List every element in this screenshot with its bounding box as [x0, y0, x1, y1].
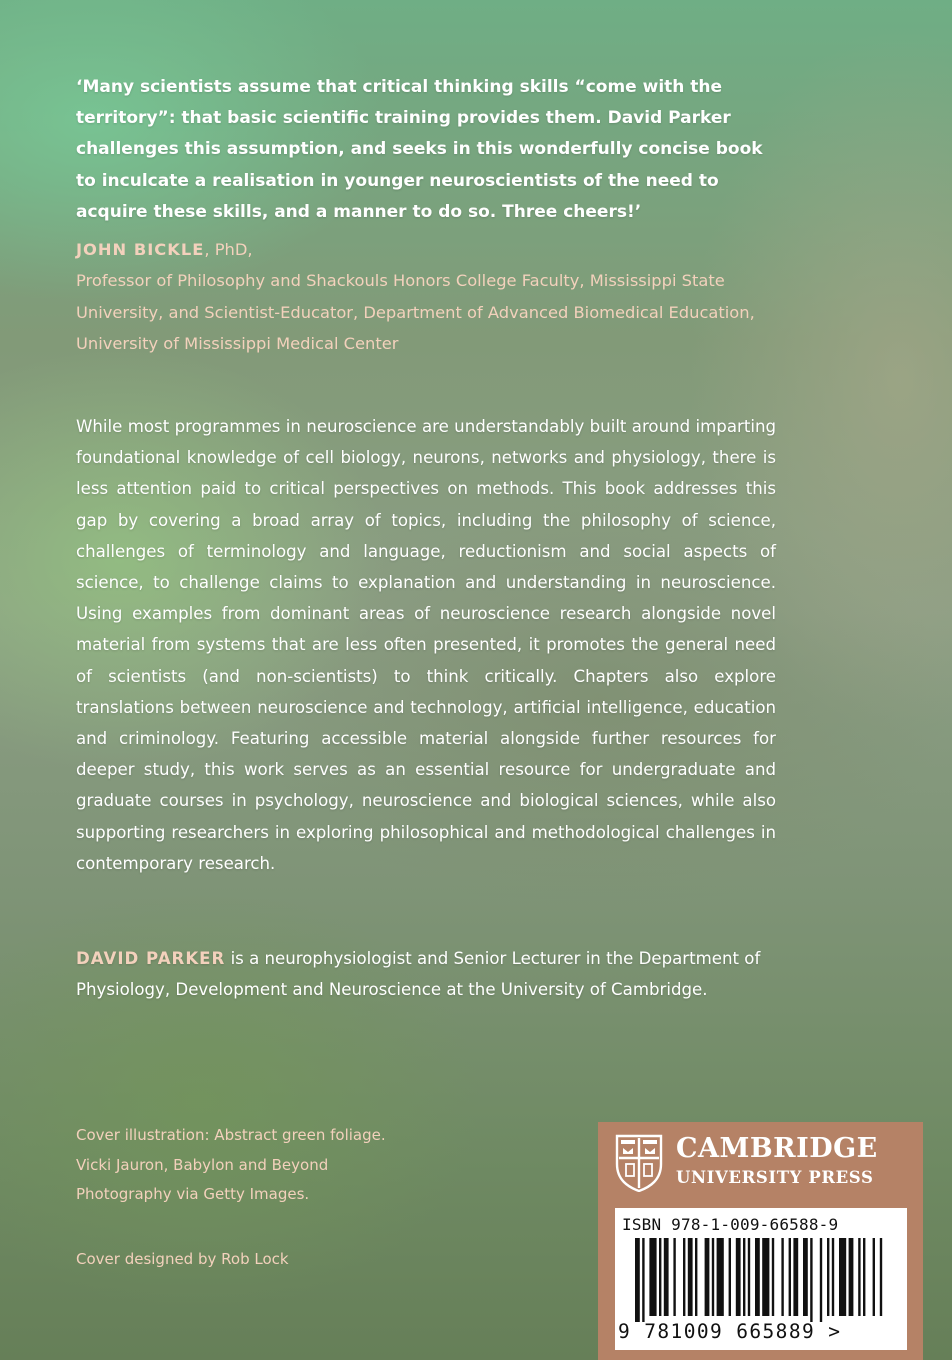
publisher-name: CAMBRIDGE	[676, 1133, 878, 1164]
barcode-bar	[820, 1238, 822, 1322]
barcode-bar	[688, 1238, 693, 1316]
barcode-bar	[827, 1238, 829, 1316]
barcode-bar	[880, 1238, 882, 1316]
designer-credit: Cover designed by Rob Lock	[76, 1250, 289, 1268]
barcode-bar	[736, 1238, 741, 1316]
endorser-affiliation: Professor of Philosophy and Shackouls Honors College Faculty, Mississippi State University, and Scientist-Educator, Department of Advanced Biomedical Education, University of Mississippi Medical Center	[76, 271, 755, 353]
barcode-bar	[781, 1238, 783, 1316]
endorser-name: JOHN BICKLE	[76, 240, 205, 259]
barcode-bar	[789, 1238, 791, 1316]
barcode-bars	[615, 1238, 907, 1322]
barcode-bar	[748, 1238, 750, 1316]
credit-line: Photography via Getty Images.	[76, 1185, 310, 1203]
barcode-bar	[659, 1238, 661, 1316]
barcode-bar	[717, 1238, 724, 1316]
endorsement-quote: ‘Many scientists assume that critical thinking skills “come with the territory”: that basic scientific training provides them. David Parker challenges this assumption, and seeks in this wonderfully concise book to inculcate a realisation in younger neuroscientists of the need to acquire these skills, and a manner to do so. Three cheers!’	[76, 77, 763, 222]
barcode-bar	[683, 1238, 685, 1316]
barcode-bar	[803, 1238, 808, 1316]
barcode-bar	[743, 1238, 745, 1316]
credit-line: Cover illustration: Abstract green foliage.	[76, 1126, 386, 1144]
credit-line: Vicki Jauron, Babylon and Beyond	[76, 1155, 329, 1174]
cambridge-crest-icon	[614, 1134, 664, 1192]
isbn-label: ISBN 978-1-009-66588-9	[622, 1215, 839, 1234]
author-bio	[76, 943, 796, 1005]
barcode-bar	[705, 1238, 710, 1316]
barcode-bar	[729, 1238, 731, 1316]
publisher-panel	[598, 1122, 923, 1360]
barcode-bar	[772, 1238, 774, 1316]
barcode-bar	[873, 1238, 875, 1316]
barcode-bar	[832, 1238, 834, 1316]
barcode-bar	[793, 1238, 798, 1316]
barcode	[615, 1208, 907, 1350]
barcode-bar	[649, 1238, 656, 1316]
author-name: DAVID PARKER	[76, 949, 226, 968]
barcode-bar	[664, 1238, 669, 1316]
barcode-bar	[762, 1238, 769, 1316]
barcode-digits: 9 781009 665889 >	[618, 1320, 842, 1343]
barcode-bar	[755, 1238, 760, 1316]
barcode-bar	[695, 1238, 697, 1316]
barcode-bar	[839, 1238, 846, 1316]
barcode-bar	[712, 1238, 714, 1316]
barcode-bar	[849, 1238, 854, 1316]
barcode-bar	[863, 1238, 865, 1316]
barcode-bar	[642, 1238, 644, 1322]
barcode-bar	[673, 1238, 675, 1316]
barcode-bar	[858, 1238, 860, 1316]
endorser-credential: , PhD,	[204, 240, 253, 259]
book-description: While most programmes in neuroscience are understandably built around imparting foundational knowledge of cell biology, neurons, networks and physiology, there is less attention paid to critical perspectives on methods. This book addresses this gap by covering a broad array of topics, including the philosophy of science, challenges of terminology and language, reductionism and social aspects of science, to challenge claims to explanation and understanding in neuroscience. Using examples from dominant areas of neuroscience research alongside novel material from systems that are less often presented, it promotes the general need of scientists (and non-scientists) to think critically. Chapters also explore translations between neuroscience and technology, artificial intelligence, education and criminology. Featuring accessible material alongside further resources for deeper study, this work serves as an essential resource for undergraduate and graduate courses in psychology, neuroscience and biological sciences, while also supporting researchers in exploring philosophical and methodological challenges in contemporary research.	[76, 417, 776, 873]
author-bio-text: is a neurophysiologist and Senior Lecturer in the Department of Physiology, Development and Neuroscience at the University of Cambridge.	[76, 949, 761, 1000]
barcode-bar	[810, 1238, 812, 1322]
cover-credits	[76, 1121, 476, 1210]
publisher-subname: UNIVERSITY PRESS	[676, 1168, 874, 1187]
barcode-bar	[635, 1238, 640, 1322]
endorsement-attribution	[76, 234, 796, 359]
